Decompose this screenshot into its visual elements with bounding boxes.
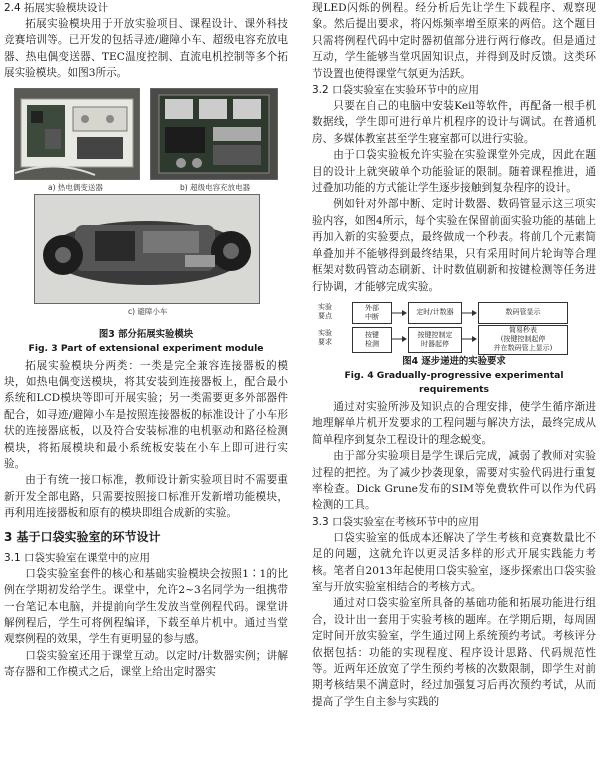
paragraph: 通过对口袋实验室所具备的基础功能和拓展功能进行组合，设计出一套用于实验考核的题库。在学期后期，每周固定时间开放实验室，学生通过网上系统预约考试。考核评分依据包括：功能的实现程度、程序设计思路、代码规范性等。近两年还放宽了学生预约考核的次数限制，即学生对前期考核结果不满意时，经过加强复习后再次预约考试，从而提高了学生自主参与实践的 [312, 597, 596, 708]
paragraph: 通过对实验所涉及知识点的合理安排，使学生循序渐进地理解单片机开发要求的工程问题与解决方法，最终完成从简单程序到复杂工程设计的理念蜕变。 [312, 400, 596, 446]
right-column [312, 0, 596, 761]
section-3-3-heading: 3.3 口袋实验室在考核环节中的应用 [312, 515, 480, 528]
paragraph: 只要在自己的电脑中安装Keil等软件，再配备一根手机数据线，学生即可进行单片机程序的设计与调试。在普通机房、多媒体教室甚至学生寝室都可以进行实验。 [312, 100, 596, 145]
box-timer-counter: 定时/计数器 [408, 302, 462, 324]
box-external-interrupt: 外部 中断 [352, 302, 392, 324]
label-experiment-requirements: 实验 要求 [318, 328, 332, 346]
paragraph: 口袋实验室套件的核心和基础实验模块会按照1∶1的比例在学期初发给学生。课堂中，允许2~3名同学为一组携带一台笔记本电脑，并提前向学生发放当堂例程代码。课堂讲解例程后，学生可将例程编译，下载至单片机中。通过当堂观察例程的效果，学生有更明显的参与感。 [4, 567, 288, 646]
paragraph: 由于有统一接口标准，教师设计新实验项目时不需要重新开发全部电路，只需要按照接口标准开发新增功能模块，再利用连接器板和原有的模块即组合成新的实验。 [4, 474, 288, 520]
paragraph: 由于口袋实验板允许实验在实验课堂外完成，因此在题目的设计上就突破单个功能验证的限制。随着课程推进，通过叠加功能的方式能让学生逐步接触到复杂程序的设计。 [312, 149, 596, 195]
paragraph: 拓展实验模块分两类：一类是完全兼容连接器板的模块，如热电偶变送模块，将其安装到连接器板上，配合最小系统和LCD模块等即可开展实验；另一类需要更多外部器件配合，如寻迹/避障小车是按照连接器板的标准设计了小车形状的连接器底板，以及符合安装标准的电机驱动和路径检测模块，将拓展模块和最小系统板安装在小车上即可进行实验。 [4, 359, 288, 471]
section-3-2-heading: 3.2 口袋实验室在实验环节中的应用 [312, 84, 480, 97]
figure-4-diagram [312, 299, 596, 355]
box-key-detect: 按键 检测 [352, 327, 392, 353]
paragraph: 现LED闪烁的例程。经分析后先让学生下载程序、观察现象。然后提出要求，将闪烁频率增至原来的两倍。这个题目只需将例程代码中定时器初值部分进行两行修改。但是通过互动，学生能够当堂巩固知识点，并得到及时反馈。这类环节设置也使得课堂气氛更为活跃。 [312, 2, 596, 80]
left-column [4, 0, 288, 761]
figure-3-caption-en: Fig. 3 Part of extensional experiment module [28, 342, 264, 354]
section-2-4-heading: 2.4 拓展实验模块设计 [4, 2, 109, 14]
subfigure-b-caption: b) 超级电容充放电器 [180, 182, 251, 192]
figure-4-caption-en: Fig. 4 Gradually-progressive experimental requirements [344, 369, 564, 395]
paragraph: 由于部分实验项目是学生课后完成，减弱了教师对实验过程的把控。为了减少抄袭现象，需要对实验代码进行重复率检查。Dick Grune发布的SIM等免费软件可以作为代码检测的工具。 [312, 450, 596, 512]
box-simple-stopwatch: 简易秒表 (按键控制起停 并在数码管上显示) [478, 325, 568, 355]
paragraph: 拓展实验模块用于开放实验项目、课程设计、课外科技竞赛培训等。已开发的包括寻迹/避障小车、超级电容充放电器、热电偶变送器、TEC温度控制、直流电机控制等多个拓展实验模块。如图3所示。 [4, 18, 288, 80]
thermocouple-transmitter-photo [14, 88, 140, 180]
box-digital-tube-display: 数码管显示 [478, 302, 568, 324]
paragraph: 例如针对外部中断、定时计数器、数码管显示这三项实验内容，如图4所示，每个实验在保留前面实验功能的基础上再加入新的实验要点，最终做成一个秒表。将前几个元素简单叠加并不能够得到最终结果，只有采用时间片轮询等合理框架对数码管动态刷新、计时数值刷新和按键检测等任务进行协调，才能够完成实验。 [312, 198, 596, 293]
label-experiment-points: 实验 要点 [318, 302, 332, 320]
section-3-heading: 3 基于口袋实验室的环节设计 [4, 529, 161, 544]
supercapacitor-charger-photo [150, 88, 278, 180]
figure-3 [4, 82, 288, 328]
section-3-1-heading: 3.1 口袋实验室在课堂中的应用 [4, 551, 151, 564]
subfigure-c-caption: c) 避障小车 [128, 306, 168, 316]
obstacle-avoidance-car-photo [34, 194, 260, 304]
figure-4-caption-zh: 图4 逐步递进的实验要求 [402, 355, 506, 367]
figure-3-caption-zh: 图3 部分拓展实验模块 [98, 328, 194, 340]
box-key-control-timer: 按键控制定 时器起停 [408, 327, 462, 353]
subfigure-a-caption: a) 热电偶变送器 [48, 182, 103, 192]
paragraph: 口袋实验室的低成本还解决了学生考核和竞赛数量比不足的问题，这就允许以更灵活多样的形式开展实践能力考核。笔者自2013年起使用口袋实验室，逐步探索出口袋实验室与开放实验室相结合的考核方式。 [312, 531, 596, 593]
paragraph: 口袋实验室还用于课堂互动。以定时/计数器实例；讲解寄存器和工作模式之后，课堂上给出定时器实 [4, 649, 288, 679]
